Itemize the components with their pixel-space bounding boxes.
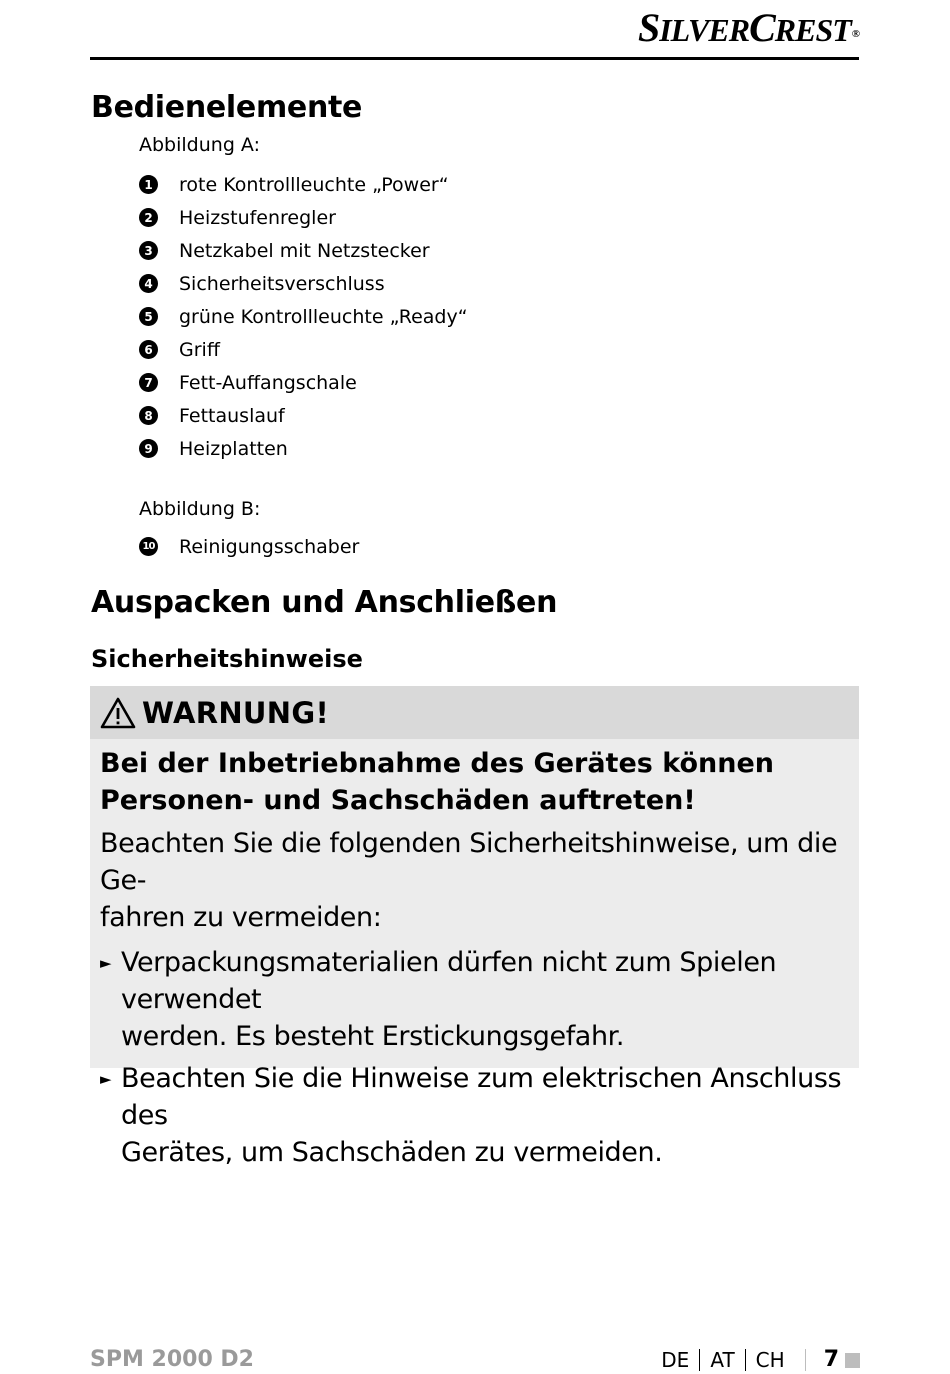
- warning-title: WARNUNG!: [142, 695, 329, 730]
- section-title-unpacking: Auspacken und Anschließen: [91, 585, 558, 620]
- lang-at: AT: [710, 1348, 735, 1372]
- figure-b-label: Abbildung B:: [139, 498, 261, 520]
- parts-list-b: [139, 530, 359, 563]
- list-item: [139, 432, 468, 465]
- number-badge-icon: 5: [139, 307, 158, 326]
- brand-letters: REST: [774, 12, 851, 48]
- bullet-arrow-icon: ►: [100, 954, 112, 972]
- part-label: Griff: [179, 338, 220, 361]
- list-item: [100, 1060, 849, 1171]
- part-label: rote Kontrollleuchte „Power“: [179, 173, 449, 196]
- bullet-line: Gerätes, um Sachschäden zu vermeiden.: [121, 1137, 663, 1168]
- divider: [699, 1349, 700, 1371]
- warning-bullets: [100, 944, 849, 1171]
- brand-letters: ILVER: [659, 12, 750, 48]
- parts-list: [139, 168, 468, 465]
- warning-headline-line: Bei der Inbetriebnahme des Gerätes können: [100, 748, 774, 779]
- warning-header: [90, 686, 859, 739]
- warning-headline: [100, 745, 849, 819]
- warning-body: [90, 739, 859, 1171]
- brand-letter: C: [749, 5, 775, 50]
- list-item: [139, 333, 468, 366]
- lang-ch: CH: [755, 1348, 785, 1372]
- registered-mark: ®: [851, 28, 859, 40]
- header-divider: [90, 57, 859, 60]
- warning-intro-line: Beachten Sie die folgenden Sicherheitshinweise, um die Ge-: [100, 828, 838, 896]
- page-number: 7: [823, 1347, 839, 1372]
- number-badge-icon: 3: [139, 241, 158, 260]
- number-badge-icon: 7: [139, 373, 158, 392]
- number-badge-icon: 2: [139, 208, 158, 227]
- part-label: Heizplatten: [179, 437, 288, 460]
- list-item: [139, 300, 468, 333]
- list-item: [139, 399, 468, 432]
- list-item: [139, 168, 468, 201]
- part-label: Heizstufenregler: [179, 206, 336, 229]
- part-label: Fettauslauf: [179, 404, 285, 427]
- number-badge-icon: 4: [139, 274, 158, 293]
- part-label: Sicherheitsverschluss: [179, 272, 385, 295]
- bullet-line: Verpackungsmaterialien dürfen nicht zum Spielen verwendet: [121, 947, 777, 1015]
- list-item: [139, 201, 468, 234]
- divider: [805, 1349, 806, 1371]
- subsection-title-safety: Sicherheitshinweise: [91, 645, 363, 673]
- bullet-line: Beachten Sie die Hinweise zum elektrischen Anschluss des: [121, 1063, 842, 1131]
- warning-box: [90, 686, 859, 1168]
- list-item: [139, 234, 468, 267]
- divider: [745, 1349, 746, 1371]
- number-badge-icon: 10: [139, 537, 158, 556]
- warning-triangle-icon: [100, 697, 136, 729]
- brand-letter: S: [637, 5, 660, 50]
- part-label: grüne Kontrollleuchte „Ready“: [179, 305, 468, 328]
- bullet-line: werden. Es besteht Erstickungsgefahr.: [121, 1021, 625, 1052]
- list-item: [139, 530, 359, 563]
- number-badge-icon: 8: [139, 406, 158, 425]
- list-item: [139, 267, 468, 300]
- footer-pagination: [661, 1346, 860, 1374]
- warning-headline-line: Personen- und Sachschäden auftreten!: [100, 785, 696, 816]
- warning-intro: [100, 825, 849, 936]
- figure-a-label: Abbildung A:: [139, 134, 260, 156]
- brand-logo: [637, 5, 859, 50]
- warning-intro-line: fahren zu vermeiden:: [100, 902, 382, 933]
- bullet-arrow-icon: ►: [100, 1070, 112, 1088]
- number-badge-icon: 6: [139, 340, 158, 359]
- list-item: [100, 944, 849, 1055]
- part-label: Netzkabel mit Netzstecker: [179, 239, 430, 262]
- number-badge-icon: 9: [139, 439, 158, 458]
- page-square-icon: [845, 1353, 860, 1368]
- footer-model: SPM 2000 D2: [90, 1347, 254, 1372]
- part-label: Fett-Auffangschale: [179, 371, 357, 394]
- lang-de: DE: [661, 1348, 690, 1372]
- number-badge-icon: 1: [139, 175, 158, 194]
- part-label: Reinigungsschaber: [179, 535, 360, 558]
- section-title-controls: Bedienelemente: [91, 90, 363, 125]
- list-item: [139, 366, 468, 399]
